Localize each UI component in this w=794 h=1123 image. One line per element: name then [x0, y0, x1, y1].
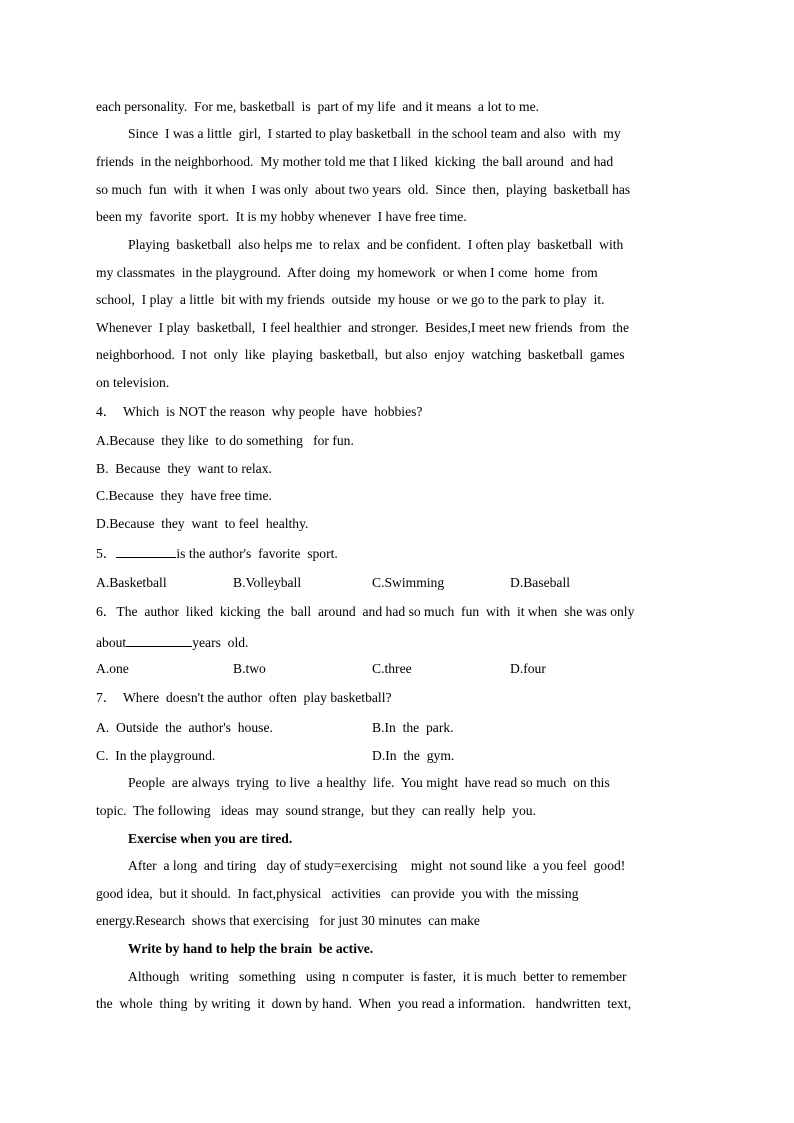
question-6-option-a: A.one: [96, 661, 129, 676]
passage-line: on television.: [96, 375, 170, 390]
passage-line: Playing basketball also helps me to relax and be confident. I often play basketball with: [128, 237, 624, 252]
question-5-option-a: A.Basketball: [96, 575, 167, 590]
question-5-option-b: B.Volleyball: [233, 575, 302, 590]
question-6-text-after: years old.: [192, 635, 249, 650]
passage-line: my classmates in the playground. After doing my homework or when I come home from: [96, 265, 598, 280]
question-7-option-d: D.In the gym.: [372, 748, 455, 763]
question-7-option-c: C. In the playground.: [96, 748, 216, 763]
question-7-option-a: A. Outside the author's house.: [96, 720, 273, 735]
question-6-text-before: about: [96, 635, 127, 650]
question-6-stem-line2: [96, 634, 248, 651]
question-7-option-b: B.In the park.: [372, 720, 454, 735]
answer-blank: [126, 634, 192, 647]
question-7-stem: 7． Where doesn't the author often play basketball?: [96, 690, 392, 705]
question-4-option-c: C.Because they have free time.: [96, 488, 272, 503]
paragraph-line: Although writing something using n computer is faster, it is much better to remember: [128, 969, 627, 984]
question-5-number: 5．: [96, 546, 117, 561]
passage2-intro-line: topic. The following ideas may sound strange, but they can really help you.: [96, 803, 536, 818]
question-4-option-a: A.Because they like to do something for fun.: [96, 433, 354, 448]
question-6-stem-line1: 6．The author liked kicking the ball around and had so much fun with it when she was only: [96, 604, 635, 619]
section-heading: Write by hand to help the brain be active.: [128, 941, 374, 956]
section-heading: Exercise when you are tired.: [128, 831, 293, 846]
question-5-text: is the author's favorite sport.: [176, 546, 338, 561]
question-5-option-c: C.Swimming: [372, 575, 445, 590]
question-6-option-c: C.three: [372, 661, 412, 676]
passage-line: neighborhood. I not only like playing basketball, but also enjoy watching basketball games: [96, 347, 625, 362]
question-4-option-d: D.Because they want to feel healthy.: [96, 516, 309, 531]
passage-line: Whenever I play basketball, I feel healthier and stronger. Besides,I meet new friends from the: [96, 320, 629, 335]
passage2-intro-line: People are always trying to live a healthy life. You might have read so much on this: [128, 775, 610, 790]
paragraph-line: After a long and tiring day of study=exercising might not sound like a you feel good!: [128, 858, 626, 873]
passage-line: school, I play a little bit with my friends outside my house or we go to the park to play it.: [96, 292, 605, 307]
question-4-option-b: B. Because they want to relax.: [96, 461, 272, 476]
paragraph-line: energy.Research shows that exercising for just 30 minutes can make: [96, 913, 480, 928]
question-4-stem: 4． Which is NOT the reason why people have hobbies?: [96, 404, 423, 419]
paragraph-line: the whole thing by writing it down by hand. When you read a information. handwritten text,: [96, 996, 632, 1011]
question-6-option-d: D.four: [510, 661, 546, 676]
passage-line: so much fun with it when I was only about two years old. Since then, playing basketball has: [96, 182, 631, 197]
question-6-option-b: B.two: [233, 661, 266, 676]
question-5-option-d: D.Baseball: [510, 575, 571, 590]
passage-line: each personality. For me, basketball is part of my life and it means a lot to me.: [96, 99, 540, 114]
paragraph-line: good idea, but it should. In fact,physical activities can provide you with the missing: [96, 886, 579, 901]
passage-line: friends in the neighborhood. My mother told me that I liked kicking the ball around and had: [96, 154, 614, 169]
passage-line: Since I was a little girl, I started to play basketball in the school team and also with my: [128, 126, 621, 141]
question-5-stem: [96, 545, 338, 562]
passage-line: been my favorite sport. It is my hobby whenever I have free time.: [96, 209, 467, 224]
answer-blank: [116, 545, 176, 558]
